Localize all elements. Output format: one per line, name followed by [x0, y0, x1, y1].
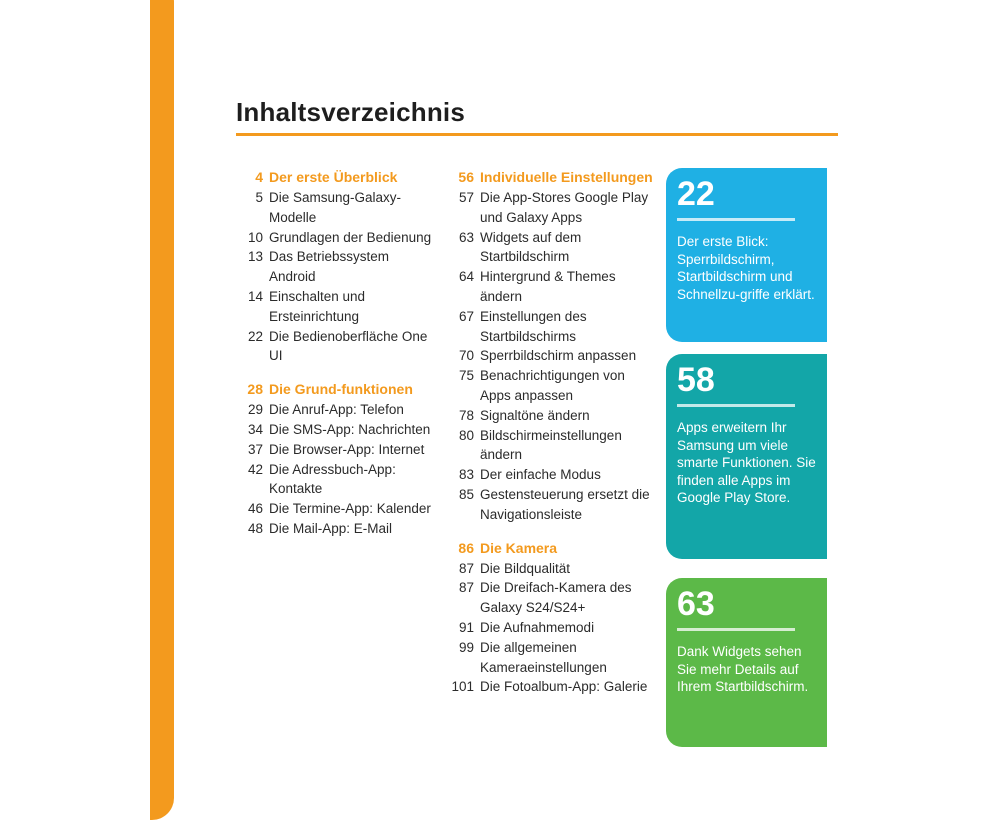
callout-rule: [677, 628, 795, 631]
entry-page-number: 80: [458, 427, 474, 443]
toc-entry[interactable]: [236, 420, 436, 440]
callout-page-number: 63: [677, 585, 715, 623]
title-rule: [236, 133, 838, 136]
entry-page-number: 46: [247, 501, 263, 517]
section-heading[interactable]: [445, 539, 655, 557]
callout-text: Apps erweitern Ihr Samsung um viele smarte Funktionen. Sie finden alle Apps im Google Play Store.: [677, 420, 816, 506]
section-page-number: 56: [458, 169, 474, 185]
toc-entry[interactable]: [445, 346, 655, 366]
toc-entry[interactable]: [445, 465, 655, 485]
toc-entry[interactable]: [445, 307, 655, 347]
toc-entry[interactable]: [445, 366, 655, 406]
entry-page-number: 70: [458, 348, 474, 364]
entry-title: Die Dreifach-Kamera des Galaxy S24/S24+: [480, 580, 632, 616]
entry-title: Einschalten und Ersteinrichtung: [269, 288, 366, 324]
entry-page-number: 91: [458, 619, 474, 635]
callout-rule: [677, 404, 795, 407]
entry-title: Die Browser-App: Internet: [269, 441, 425, 457]
entry-title: Signaltöne ändern: [480, 407, 590, 423]
toc-entry[interactable]: [236, 188, 436, 228]
section-page-number: 28: [247, 381, 263, 398]
entry-page-number: 42: [247, 461, 263, 477]
entry-title: Gestensteuerung ersetzt die Navigationsleiste: [480, 486, 650, 522]
toc-entry[interactable]: [236, 228, 436, 248]
callout-page-number: 22: [677, 175, 715, 213]
entry-title: Widgets auf dem Startbildschirm: [480, 229, 582, 265]
toc-entry[interactable]: [236, 499, 436, 519]
entry-page-number: 14: [247, 288, 263, 304]
entry-title: Die Termine-App: Kalender: [269, 501, 431, 517]
section-title: Der erste Überblick: [269, 169, 398, 185]
entry-page-number: 57: [458, 190, 474, 205]
callout-text: Dank Widgets sehen Sie mehr Details auf Ihrem Startbildschirm.: [677, 644, 809, 695]
toc-entry[interactable]: [236, 400, 436, 420]
toc-section: [445, 168, 655, 525]
entry-title: Bildschirmeinstellungen ändern: [480, 427, 622, 463]
entry-page-number: 99: [458, 639, 474, 655]
callout-blue[interactable]: [666, 168, 827, 342]
toc-entry[interactable]: [445, 559, 655, 579]
toc-entry[interactable]: [445, 267, 655, 307]
entry-page-number: 78: [458, 407, 474, 423]
entry-page-number: 67: [458, 308, 474, 324]
toc-entry[interactable]: [445, 677, 655, 697]
page-title: Inhaltsverzeichnis: [236, 97, 466, 127]
entry-page-number: 13: [247, 249, 263, 265]
toc-entry[interactable]: [445, 406, 655, 426]
toc-entry[interactable]: [445, 485, 655, 525]
entry-title: Die Aufnahmemodi: [480, 619, 595, 635]
entry-title: Die Adressbuch-App: Kontakte: [269, 461, 396, 497]
entry-page-number: 10: [247, 229, 263, 245]
entry-page-number: 64: [458, 269, 474, 285]
section-page-number: 4: [255, 169, 263, 185]
toc-entry[interactable]: [445, 618, 655, 638]
page-edge-accent: [150, 0, 174, 820]
callout-rule: [677, 218, 795, 221]
toc-column-2: [445, 168, 655, 711]
toc-section: [236, 168, 436, 366]
entry-page-number: 29: [247, 402, 263, 418]
toc-entry[interactable]: [445, 228, 655, 268]
callout-page-number: 58: [677, 361, 715, 399]
callout-teal[interactable]: [666, 354, 827, 559]
toc-section: [445, 539, 655, 698]
entry-title: Die Bedienoberfläche One UI: [269, 328, 428, 364]
entry-title: Die Samsung-Galaxy-Modelle: [269, 190, 402, 225]
toc-entry[interactable]: [445, 426, 655, 466]
entry-title: Die SMS-App: Nachrichten: [269, 421, 431, 437]
entry-title: Die Mail-App: E-Mail: [269, 520, 393, 536]
section-heading[interactable]: [445, 168, 655, 186]
entry-page-number: 34: [247, 421, 263, 437]
entry-page-number: 85: [458, 486, 474, 502]
entry-title: Sperrbildschirm anpassen: [480, 348, 637, 364]
entry-page-number: 83: [458, 467, 474, 483]
entry-page-number: 63: [458, 229, 474, 245]
toc-entry[interactable]: [445, 638, 655, 678]
section-heading[interactable]: [236, 168, 436, 186]
callout-green[interactable]: [666, 578, 827, 747]
entry-page-number: 5: [255, 190, 263, 205]
entry-page-number: 101: [451, 679, 474, 695]
entry-page-number: 48: [247, 520, 263, 536]
entry-title: Hintergrund & Themes ändern: [480, 269, 616, 304]
entry-title: Die Bildqualität: [480, 560, 571, 576]
entry-page-number: 75: [458, 368, 474, 384]
toc-entry[interactable]: [236, 460, 436, 500]
toc-entry[interactable]: [445, 578, 655, 618]
entry-page-number: 22: [247, 328, 263, 344]
toc-column-1: [236, 168, 436, 553]
section-heading[interactable]: [236, 380, 436, 398]
entry-title: Die Fotoalbum-App: Galerie: [480, 679, 648, 695]
entry-title: Die allgemeinen Kameraeinstellungen: [480, 639, 607, 675]
toc-entry[interactable]: [236, 440, 436, 460]
callout-text: Der erste Blick: Sperrbildschirm, Startbildschirm und Schnellzu-griffe erklärt.: [677, 234, 815, 302]
entry-title: Die App-Stores Google Play und Galaxy Apps: [480, 190, 649, 225]
entry-page-number: 87: [458, 560, 474, 576]
toc-entry[interactable]: [236, 519, 436, 539]
entry-title: Die Anruf-App: Telefon: [269, 402, 404, 418]
entry-title: Einstellungen des Startbildschirms: [480, 308, 587, 344]
entry-title: Der einfache Modus: [480, 467, 601, 483]
section-page-number: 86: [458, 539, 474, 556]
section-title: Die Grund-funktionen: [269, 381, 413, 398]
entry-page-number: 87: [458, 580, 474, 596]
entry-page-number: 37: [247, 441, 263, 457]
toc-entry[interactable]: [236, 247, 436, 287]
entry-title: Das Betriebssystem Android: [269, 249, 390, 285]
toc-section: [236, 380, 436, 539]
section-title: Die Kamera: [480, 539, 558, 556]
toc-entry[interactable]: [445, 188, 655, 228]
entry-title: Grundlagen der Bedienung: [269, 229, 432, 245]
entry-title: Benachrichtigungen von Apps anpassen: [480, 368, 625, 403]
toc-entry[interactable]: [236, 327, 436, 367]
toc-entry[interactable]: [236, 287, 436, 327]
section-title: Individuelle Einstellungen: [480, 169, 653, 185]
